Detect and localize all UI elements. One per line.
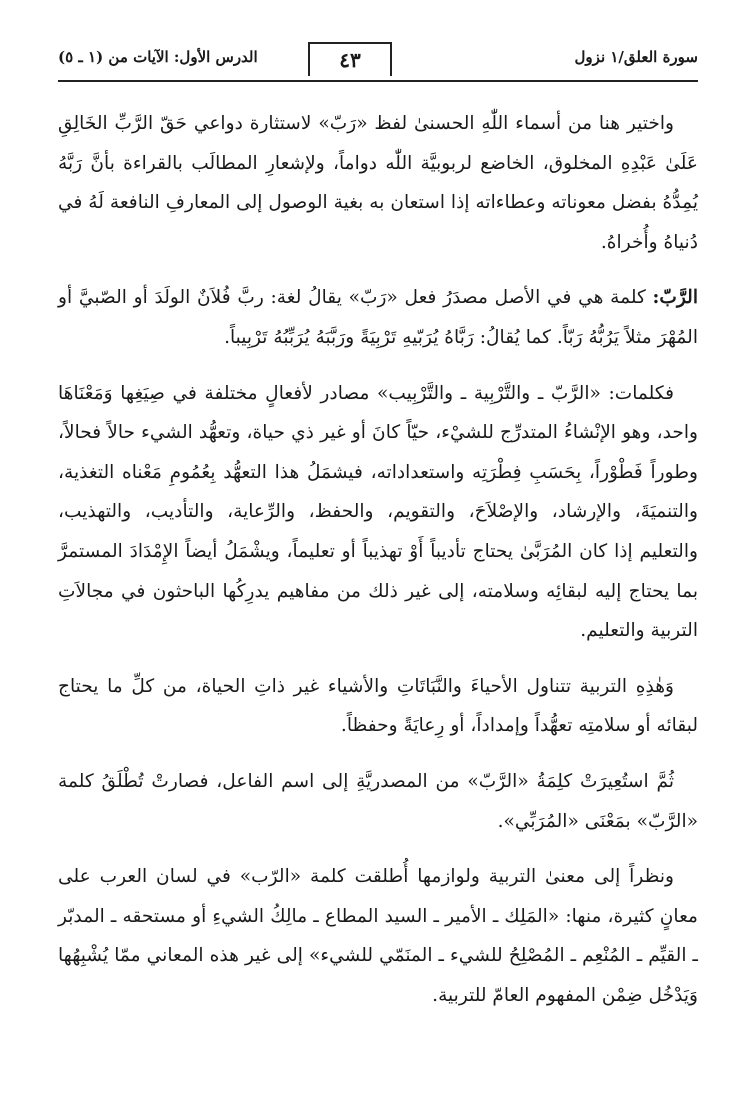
page-body: [58, 104, 698, 1015]
paragraph-1: [58, 104, 698, 262]
surah-label: سورة العلق/١ نزول: [574, 48, 698, 66]
page-header: [58, 40, 698, 82]
lesson-label: الدرس الأول: الآيات من (١ ـ ٥): [58, 48, 258, 66]
paragraph-2: [58, 278, 698, 357]
paragraph-4-text: وَهٰذِهِ التربية تتناول الأحياءَ والنَّبَاتَاتِ والأشياء غير ذاتِ الحياة، من كلِّ ما يحتاج لبقائه أو سلامتِه تعهُّداً وإمداداً، أو رِعايَةً وحفظاً.: [58, 675, 698, 737]
page-number: ٤٣: [308, 42, 392, 76]
paragraph-2-text: كلمة هي في الأصل مصدَرُ فعل «رَبّ» يقالُ لغة: ربَّ فُلاَنٌ الولَدَ أو الصّبيَّ أو المُهْرَ مثلاً يَرُبُّهُ رَبّاً. كما يُقالُ: رَبَّاهُ يُرَبّيهِ تَرْبِيَةً ورَبَّبَهُ يُرَبِّبُهُ تَرْبِيباً.: [58, 287, 698, 348]
paragraph-5: [58, 762, 698, 841]
paragraph-5-text: ثُمَّ استُعِيرَتْ كلِمَةُ «الرَّبّ» من المصدريَّةِ إلى اسم الفاعل، فصارتْ تُطْلَقُ كلمة «الرَّبّ» بمَعْنَى «المُرَبِّي».: [58, 770, 698, 832]
paragraph-6-text: ونظراً إلى معنىٰ التربية ولوازمها أُطلقت كلمة «الرّب» في لسان العرب على معانٍ كثيرة، منها: «المَلِك ـ الأمير ـ السيد المطاع ـ مالِكُ الشيءِ أو مستحقه ـ المدبّر ـ القيِّم ـ المُنْعِم ـ المُصْلِحُ للشيء ـ المنَمّي للشيء» إلى غير هذه المعاني ممّا يُشْبِهُها وَيَدْخُل ضِمْن المفهوم العامّ للتربية.: [58, 866, 698, 1006]
paragraph-3: [58, 374, 698, 651]
definition-term: الرَّبّ:: [652, 287, 698, 309]
paragraph-1-text: واختير هنا من أسماء اللّٰهِ الحسنىٰ لفظ «رَبّ» لاستثارة دواعي حَقّ الرَّبِّ الخَالِقِ عَلَىٰ عَبْدِهِ المخلوق، الخاضع لربوبيَّة اللّٰه دواماً، ولإشعارِ المطالَب بالقراءة بأنَّ رَبَّهُ يُمِدُّهُ بفضل معوناته وعطاءاته إذا استعان به بغية الوصول إلى المعارفِ النافعة لَهُ في دُنياهُ وأُخراهُ.: [58, 113, 698, 253]
paragraph-6: [58, 857, 698, 1015]
book-page: [58, 40, 698, 1080]
paragraph-4: [58, 667, 698, 746]
paragraph-3-text: فكلمات: «الرَّبّ ـ والتَّرْبِية ـ والتَّرْبِيب» مصادر لأفعالٍ مختلفة في صِيَغِها وَمَعْنَاهَا واحد، وهو الإنْشاءُ المتدرِّج للشيْء، حيّاً كانَ أو غير ذي حياة، وتعهُّد الشيء حالاً فحالاً، وطوراً فَطْوْراً، بِحَسَبِ فِطْرَتِه واستعداداته، فيشمَلُ هذا التعهُّد بِعُمُومِ مَعْناه التغذية، والتنميَةَ، والإرشاد، والإصْلاَحَ، والتقويم، والحفظ، والرِّعاية، والتأديب، والتهذيب، والتعليم إذا كان المُرَبَّىٰ يحتاج تأديباً أَوْ تهذيباً أو تعليماً، ويشْمَلُ أيضاً الإِمْدَادَ المستمرَّ بما يحتاج إليه لبقائِه وسلامته، إلى غير ذلك من مفاهيم يدرِكُها الباحثون في مجالاَتِ التربية والتعليم.: [58, 382, 698, 642]
